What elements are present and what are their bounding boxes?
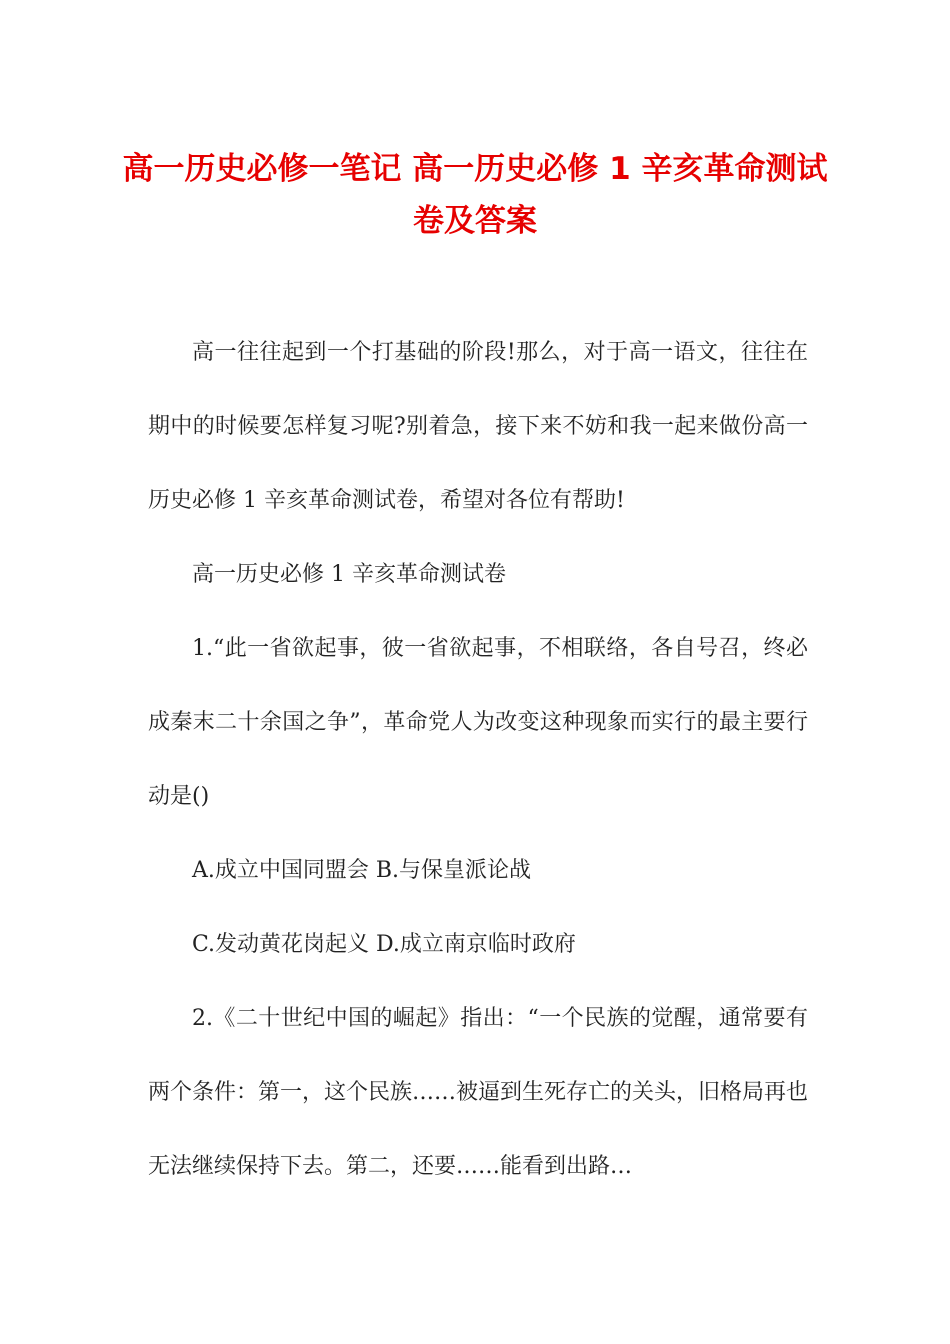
document-body: [148, 316, 808, 1204]
question-1-options-ab: A.成立中国同盟会 B.与保皇派论战: [192, 858, 532, 883]
question-1: 1.“此一省欲起事，彼一省欲起事，不相联络，各自号召，终必成秦末二十余国之争”，革命党人为改变这种现象而实行的最主要行动是(): [148, 636, 808, 809]
document-title: 高一历史必修一笔记 高一历史必修 1 辛亥革命测试卷及答案: [122, 151, 828, 239]
test-heading: 高一历史必修 1 辛亥革命测试卷: [192, 562, 506, 587]
question-2: 2.《二十世纪中国的崛起》指出：“一个民族的觉醒，通常要有两个条件：第一，这个民族……被逼到生死存亡的关头，旧格局再也无法继续保持下去。第二，还要……能看到出路…: [148, 1006, 809, 1179]
question-1-options-cd: C.发动黄花岗起义 D.成立南京临时政府: [192, 932, 576, 957]
intro-paragraph: 高一往往起到一个打基础的阶段!那么，对于高一语文，往往在期中的时候要怎样复习呢?别着急，接下来不妨和我一起来做份高一历史必修 1 辛亥革命测试卷，希望对各位有帮助!: [148, 340, 808, 513]
